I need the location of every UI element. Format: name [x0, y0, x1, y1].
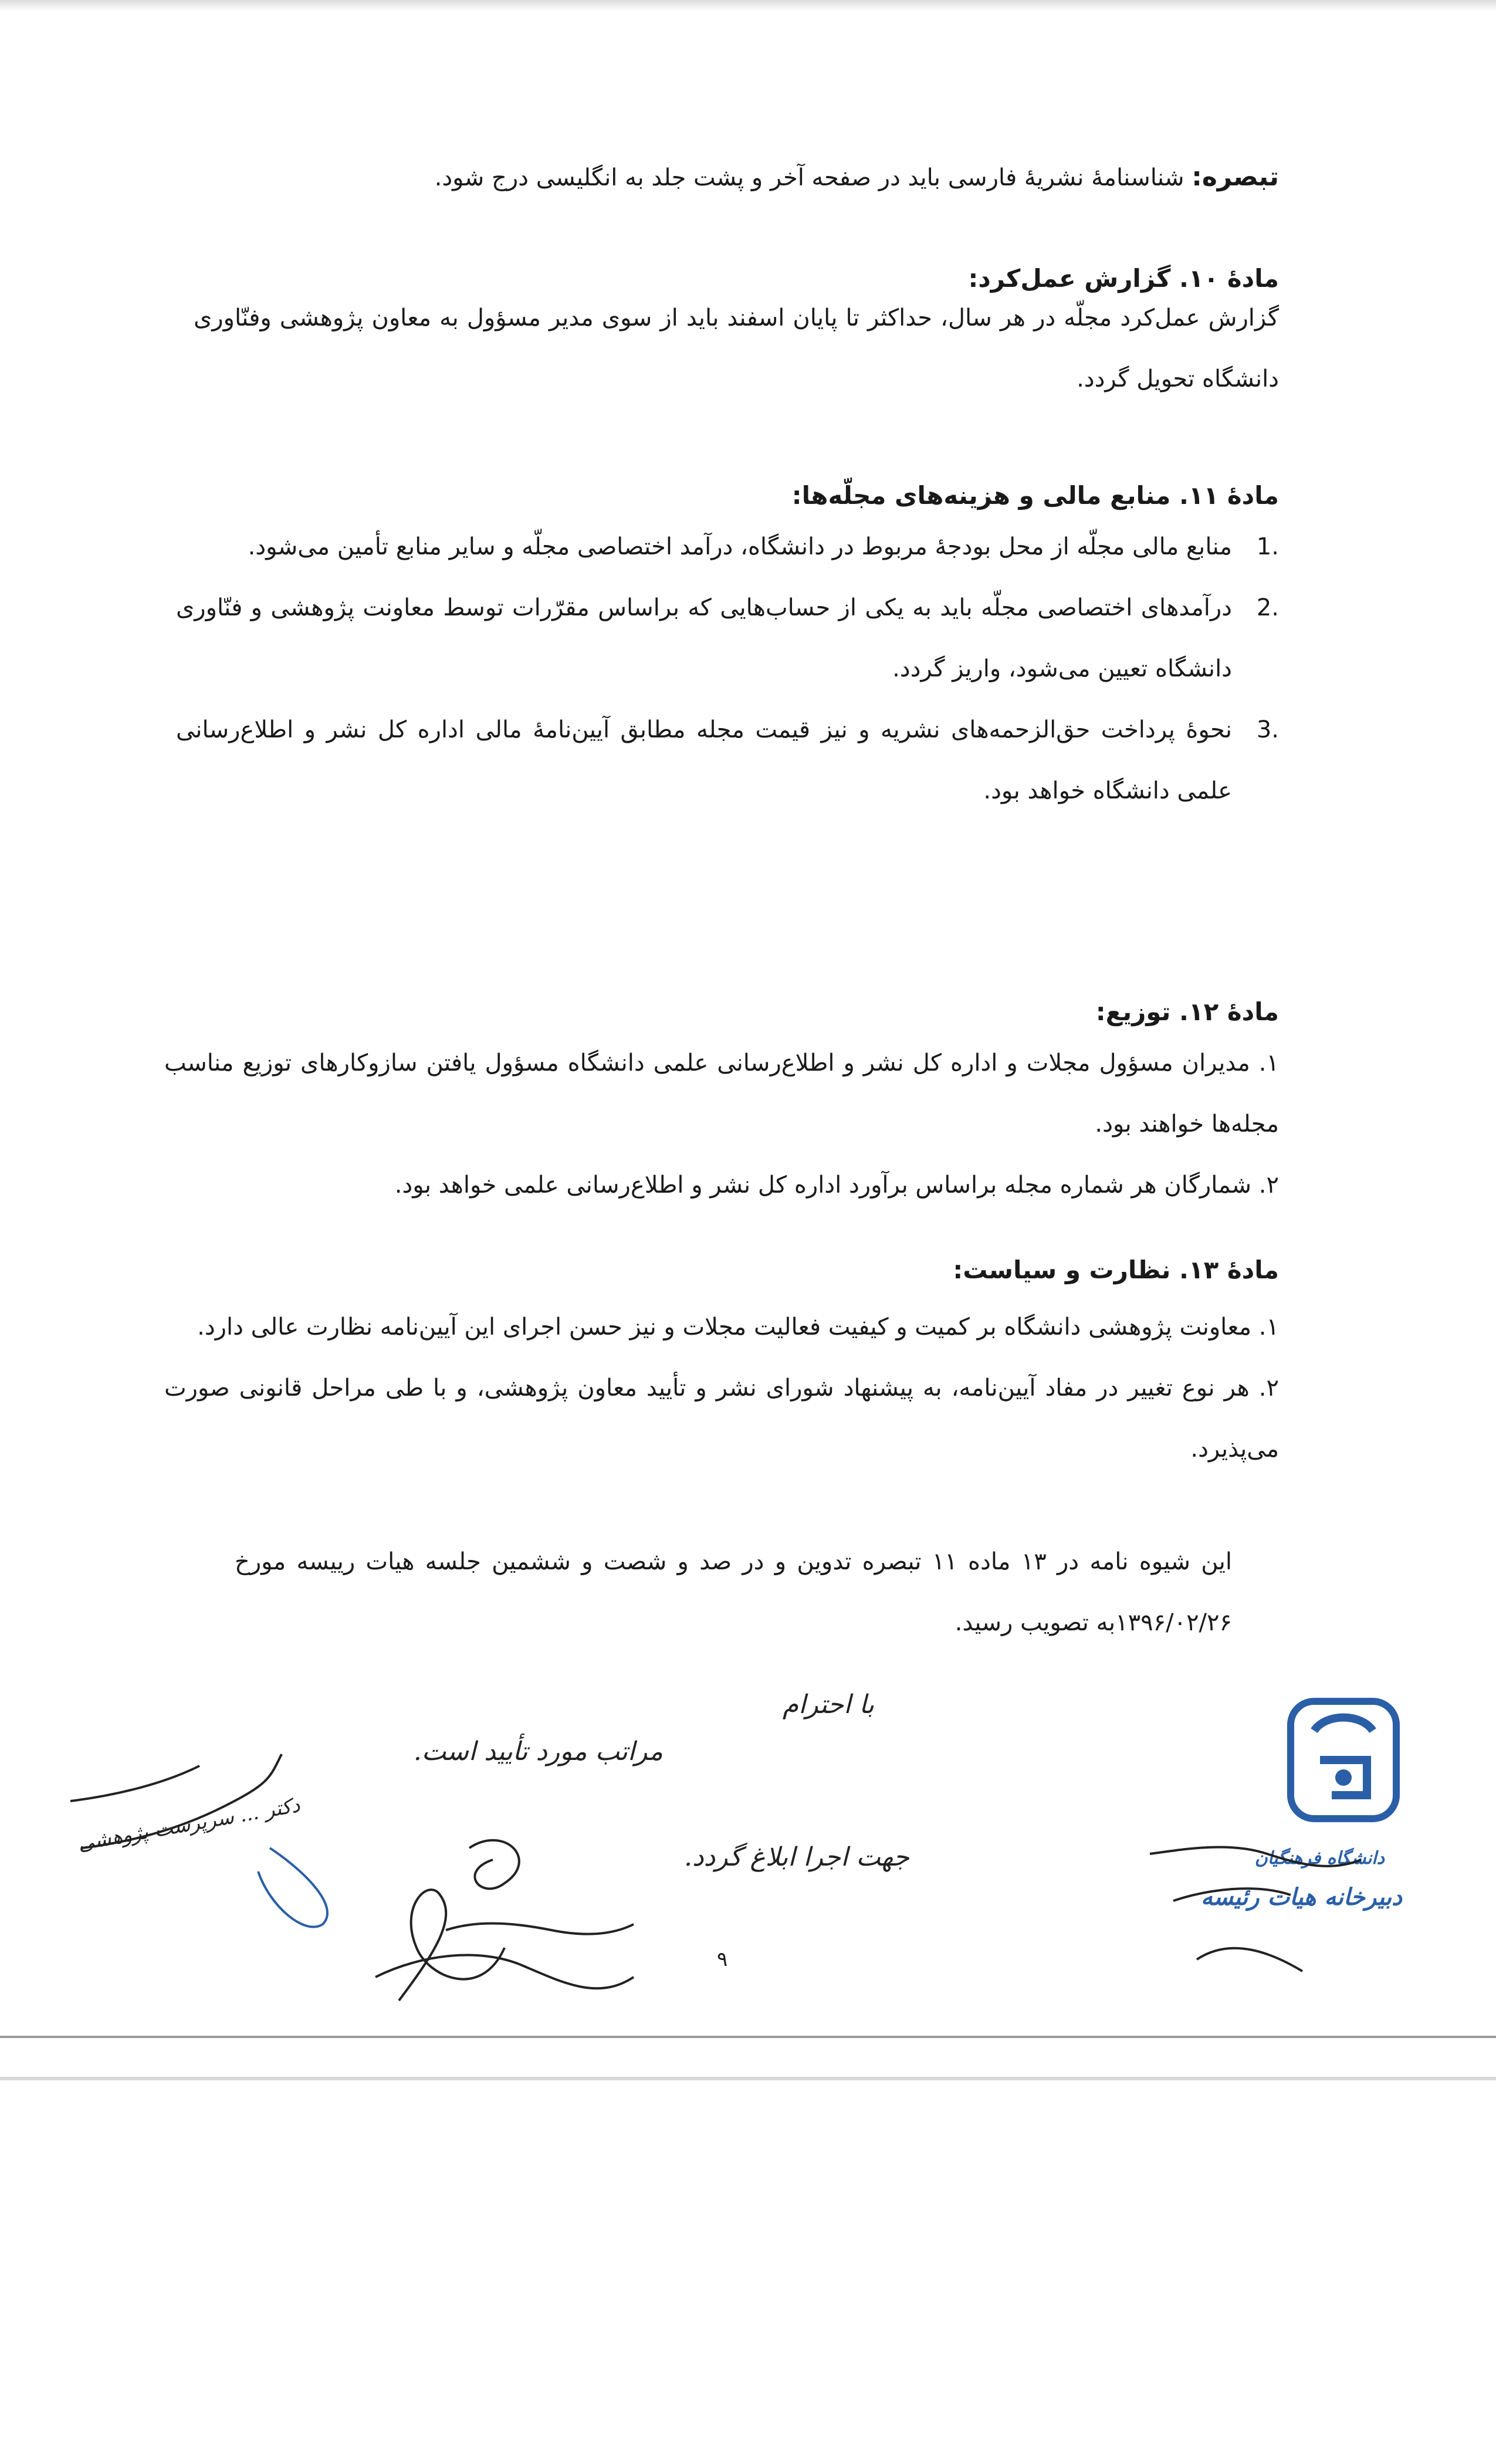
article11-list — [176, 516, 1279, 821]
page-divider — [0, 2036, 1496, 2038]
article10-heading: مادۀ ۱۰. گزارش عمل‌کرد: — [968, 264, 1279, 293]
list-item-number: .3 — [1256, 716, 1279, 743]
list-item-text: منابع مالی مجلّه از محل بودجۀ مربوط در دانشگاه، درآمد اختصاصی مجلّه و سایر منابع تأمین می‌شود. — [248, 533, 1232, 560]
list-item: ۱. مدیران مسؤول مجلات و اداره کل نشر و اطلاع‌رسانی علمی دانشگاه مسؤول یافتن سازوکارهای توزیع مناسب مجله‌ها خواهند بود. — [164, 1050, 1279, 1138]
page-top-edge — [0, 0, 1496, 11]
list-item: ۲. هر نوع تغییر در مفاد آیین‌نامه، به پیشنهاد شورای نشر و تأیید معاون پژوهشی، و با طی مراحل قانونی صورت می‌پذیرد. — [164, 1375, 1279, 1463]
handwritten-line-2: مراتب مورد تأیید است. — [413, 1737, 663, 1766]
article13-heading: مادۀ ۱۳. نظارت و سیاست: — [953, 1255, 1279, 1284]
list-item: ۲. شمارگان هر شماره مجله براساس برآورد اداره کل نشر و اطلاع‌رسانی علمی خواهد بود. — [394, 1172, 1279, 1199]
note-text: شناسنامۀ نشریۀ فارسی باید در صفحه آخر و پشت جلد به انگلیسی درج شود. — [434, 164, 1184, 191]
list-item: ۱. معاونت پژوهشی دانشگاه بر کمیت و کیفیت فعالیت مجلات و نیز حسن اجرای این آیین‌نامه نظارت عالی دارد. — [197, 1314, 1279, 1341]
seal-university: دانشگاه فرهنگیان — [1254, 1848, 1385, 1869]
handwritten-left-note: دکتر ... سرپرست پژوهشی — [76, 1793, 302, 1856]
article12-heading: مادۀ ۱۲. توزیع: — [1095, 997, 1279, 1026]
handwritten-line-3: جهت اجرا ابلاغ گردد. — [684, 1842, 909, 1872]
note-paragraph — [194, 147, 1279, 208]
page-shadow — [0, 2077, 1496, 2080]
seal-office: دبیرخانه هیات رئیسه — [1200, 1883, 1402, 1911]
list-item-number: .1 — [1256, 533, 1279, 560]
approval-paragraph: این شیوه نامه در ۱۳ ماده ۱۱ تبصره تدوین و در صد و شصت و ششمین جلسه هیات رییسه مورخ ۱۳۹۶/۰۲/۲۶به تصویب رسید. — [235, 1548, 1232, 1636]
handwritten-line-1: با احترام — [782, 1690, 874, 1720]
list-item — [176, 516, 1279, 577]
page-number: ۹ — [717, 1948, 728, 1971]
list-item — [176, 577, 1279, 699]
list-item — [176, 699, 1279, 821]
list-item-text: درآمدهای اختصاصی مجلّه باید به یکی از حساب‌هایی که براساس مقرّرات توسط معاونت پژوهشی و فنّاوری دانشگاه تعیین می‌شود، واریز گردد. — [176, 594, 1232, 682]
article10-text: گزارش عمل‌کرد مجلّه در هر سال، حداکثر تا پایان اسفند باید از سوی مدیر مسؤول به معاون پژوهشی وفنّاوری دانشگاه تحویل گردد. — [194, 304, 1279, 392]
handwritten-signature-right — [1138, 1819, 1385, 1995]
note-label: تبصره: — [1192, 162, 1279, 192]
list-item-number: .2 — [1256, 594, 1279, 621]
article13-list — [164, 1297, 1279, 1480]
list-item-text: نحوۀ پرداخت حق‌الزحمه‌های نشریه و نیز قیمت مجله مطابق آیین‌نامۀ مالی اداره کل نشر و اطلاع‌رسانی علمی دانشگاه خواهد بود. — [176, 716, 1232, 804]
article11-heading: مادۀ ۱۱. منابع مالی و هزینه‌های مجلّه‌ها: — [791, 481, 1279, 510]
article12-list — [164, 1033, 1279, 1216]
